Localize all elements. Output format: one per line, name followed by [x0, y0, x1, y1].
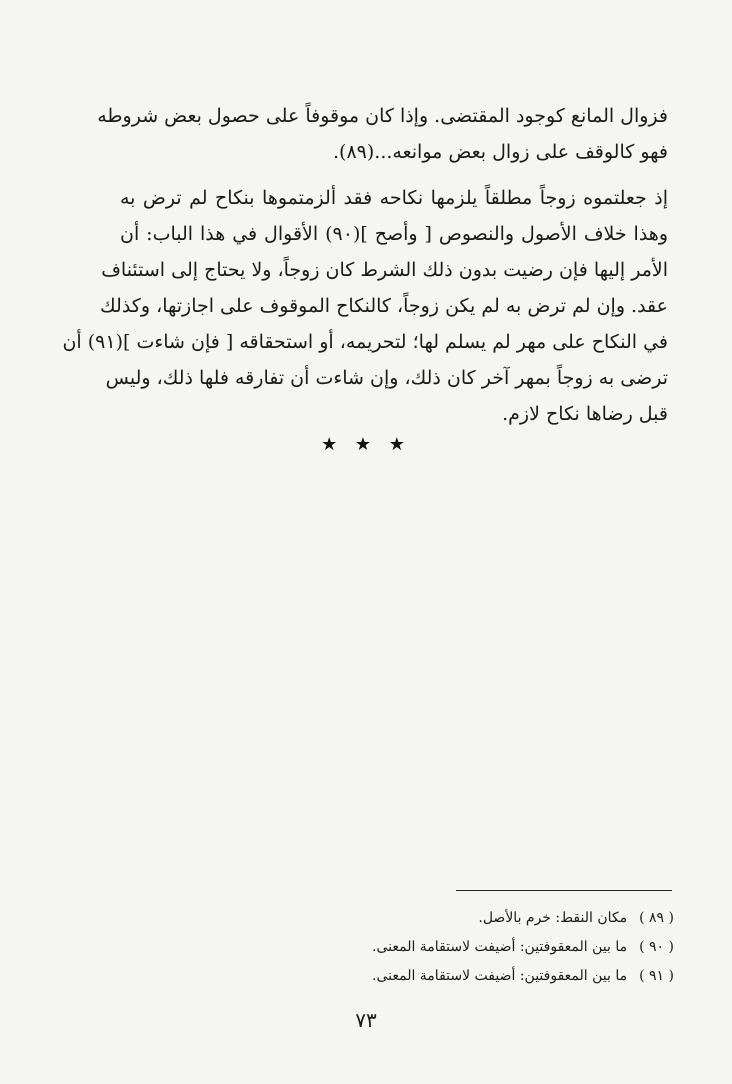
- footnote-text: ما بين المعقوفتين: أضيفت لاستقامة المعنى.: [372, 939, 628, 955]
- footnote-91: [254, 962, 674, 991]
- footnotes: [254, 904, 674, 991]
- paragraph-1-line-2: فهو كالوقف على زوال بعض موانعه...(٨٩).: [333, 141, 668, 163]
- footnote-number: ( ٩١ ): [639, 968, 674, 984]
- paragraph-2-line-3: الأمر إليها فإن رضيت بدون ذلك الشرط كان زوجاً، ولا يحتاج إلى استئناف: [101, 259, 668, 281]
- footnote-90: [254, 933, 674, 962]
- paragraph-2-line-6: ترضى به زوجاً بمهر آخر كان ذلك، وإن شاءت أن تفارقه فلها ذلك، وليس: [105, 367, 668, 389]
- footnote-number: ( ٨٩ ): [639, 910, 674, 926]
- footnote-89: [254, 904, 674, 933]
- footnote-divider: [456, 890, 672, 891]
- section-separator-stars: ★ ★ ★: [321, 434, 411, 455]
- page-number: ٧٣: [355, 1008, 377, 1032]
- paragraph-2-line-5: في النكاح على مهر لم يسلم لها؛ لتحريمه، أو استحقاقه [ فإن شاءت ](٩١) أن: [62, 331, 668, 353]
- footnote-text: مكان النقط: خرم بالأصل.: [478, 910, 628, 926]
- paragraph-2: [62, 180, 668, 432]
- paragraph-2-line-2: وهذا خلاف الأصول والنصوص [ وأصح ](٩٠) الأقوال في هذا الباب: أن: [120, 223, 668, 245]
- paragraph-1: [97, 98, 668, 170]
- footnote-text: ما بين المعقوفتين: أضيفت لاستقامة المعنى.: [372, 968, 628, 984]
- footnote-number: ( ٩٠ ): [639, 939, 674, 955]
- paragraph-2-line-4: عقد. وإن لم ترض به لم يكن زوجاً، كالنكاح الموقوف على اجازتها، وكذلك: [100, 295, 668, 317]
- paragraph-1-line-1: فزوال المانع كوجود المقتضى. وإذا كان موقوفاً على حصول بعض شروطه: [97, 105, 668, 127]
- paragraph-2-line-7: قبل رضاها نكاح لازم.: [502, 403, 668, 425]
- paragraph-2-line-1: إذ جعلتموه زوجاً مطلقاً يلزمها نكاحه فقد ألزمتموها بنكاح لم ترض به: [120, 187, 668, 209]
